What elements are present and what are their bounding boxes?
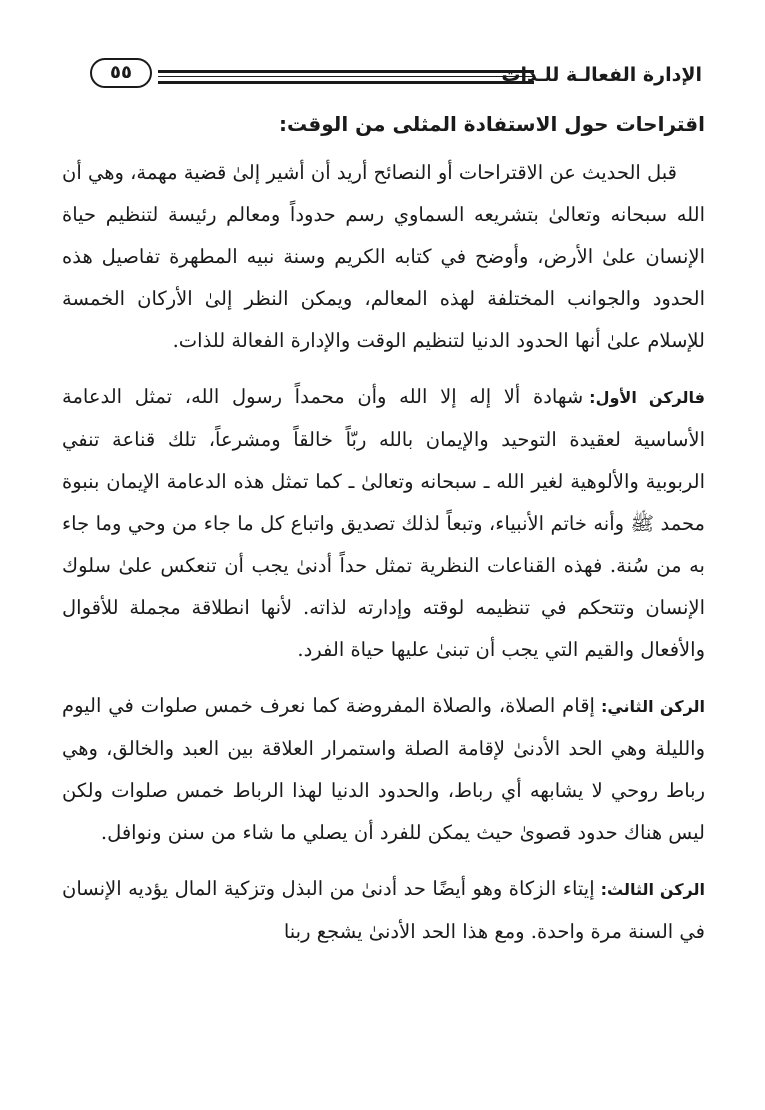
page-number: ٥٥ <box>90 58 152 88</box>
paragraph-pillar-1 <box>62 376 705 671</box>
paragraph-intro: قبل الحديث عن الاقتراحات أو النصائح أريد أن أشير إلىٰ قضية مهمة، وهي أن الله سبحانه وتعالىٰ بتشريعه السماوي رسم حدوداً ومعالم رئيسة لتنظيم حياة الإنسان علىٰ الأرض، وأوضح في كتابه الكريم وسنة نبيه المطهرة تفاصيل هذه الحدود والجوانب المختلفة لهذه المعالم، ويمكن النظر إلىٰ الأركان الخمسة للإسلام علىٰ أنها الحدود الدنيا لتنظيم الوقت والإدارة الفعالة للذات. <box>62 161 705 352</box>
page-body <box>62 106 705 967</box>
pillar-2-text: إقام الصلاة، والصلاة المفروضة كما نعرف خمس صلوات في اليوم والليلة وهي الحد الأدنىٰ لإقامة الصلة واستمرار العلاقة بين العبد والخالق، وهي رباط روحي لا يشابهه أي رباط، والحدود الدنيا لهذا الرباط خمس صلوات ولكن ليس هناك حدود قصوىٰ حيث يمكن للفرد أن يصلي ما شاء من سنن ونوافل. <box>62 694 705 844</box>
section-heading: اقتراحات حول الاستفادة المثلى من الوقت: <box>279 112 705 136</box>
paragraph-pillar-3 <box>62 868 705 953</box>
header-rule <box>158 70 534 84</box>
paragraph-pillar-2 <box>62 685 705 854</box>
running-title: الإدارة الفعالـة للـذات <box>501 64 702 86</box>
pillar-2-lead: الركن الثاني: <box>600 697 706 716</box>
pillar-1-lead: فالركن الأول: <box>589 388 705 407</box>
pillar-3-lead: الركن الثالث: <box>600 880 705 899</box>
pillar-3-text: إيتاء الزكاة وهو أيضًا حد أدنىٰ من البذل وتزكية المال يؤديه الإنسان في السنة مرة واحدة. ومع هذا الحد الأدنىٰ يشجع ربنا <box>62 877 705 943</box>
running-header <box>90 58 702 94</box>
pillar-1-text: شهادة ألا إله إلا الله وأن محمداً رسول الله، تمثل الدعامة الأساسية لعقيدة التوحيد والإيمان بالله ربّاً خالقاً ومشرعاً، تلك قناعة تنفي الربوبية والألوهية لغير الله ـ سبحانه وتعالىٰ ـ كما تمثل هذه الدعامة الإيمان بنبوة محمد ﷺ وأنه خاتم الأنبياء، وتبعاً لذلك تصديق واتباع كل ما جاء من وحي وما جاء به من سُنة. فهذه القناعات النظرية تمثل حداً أدنىٰ يجب أن تنعكس علىٰ سلوك الإنسان وتتحكم في تنظيمه لوقته وإدارته لذاته. لأنها انطلاقة مجملة للأقوال والأفعال والقيم التي يجب أن تبنىٰ عليها حياة الفرد. <box>62 385 705 661</box>
